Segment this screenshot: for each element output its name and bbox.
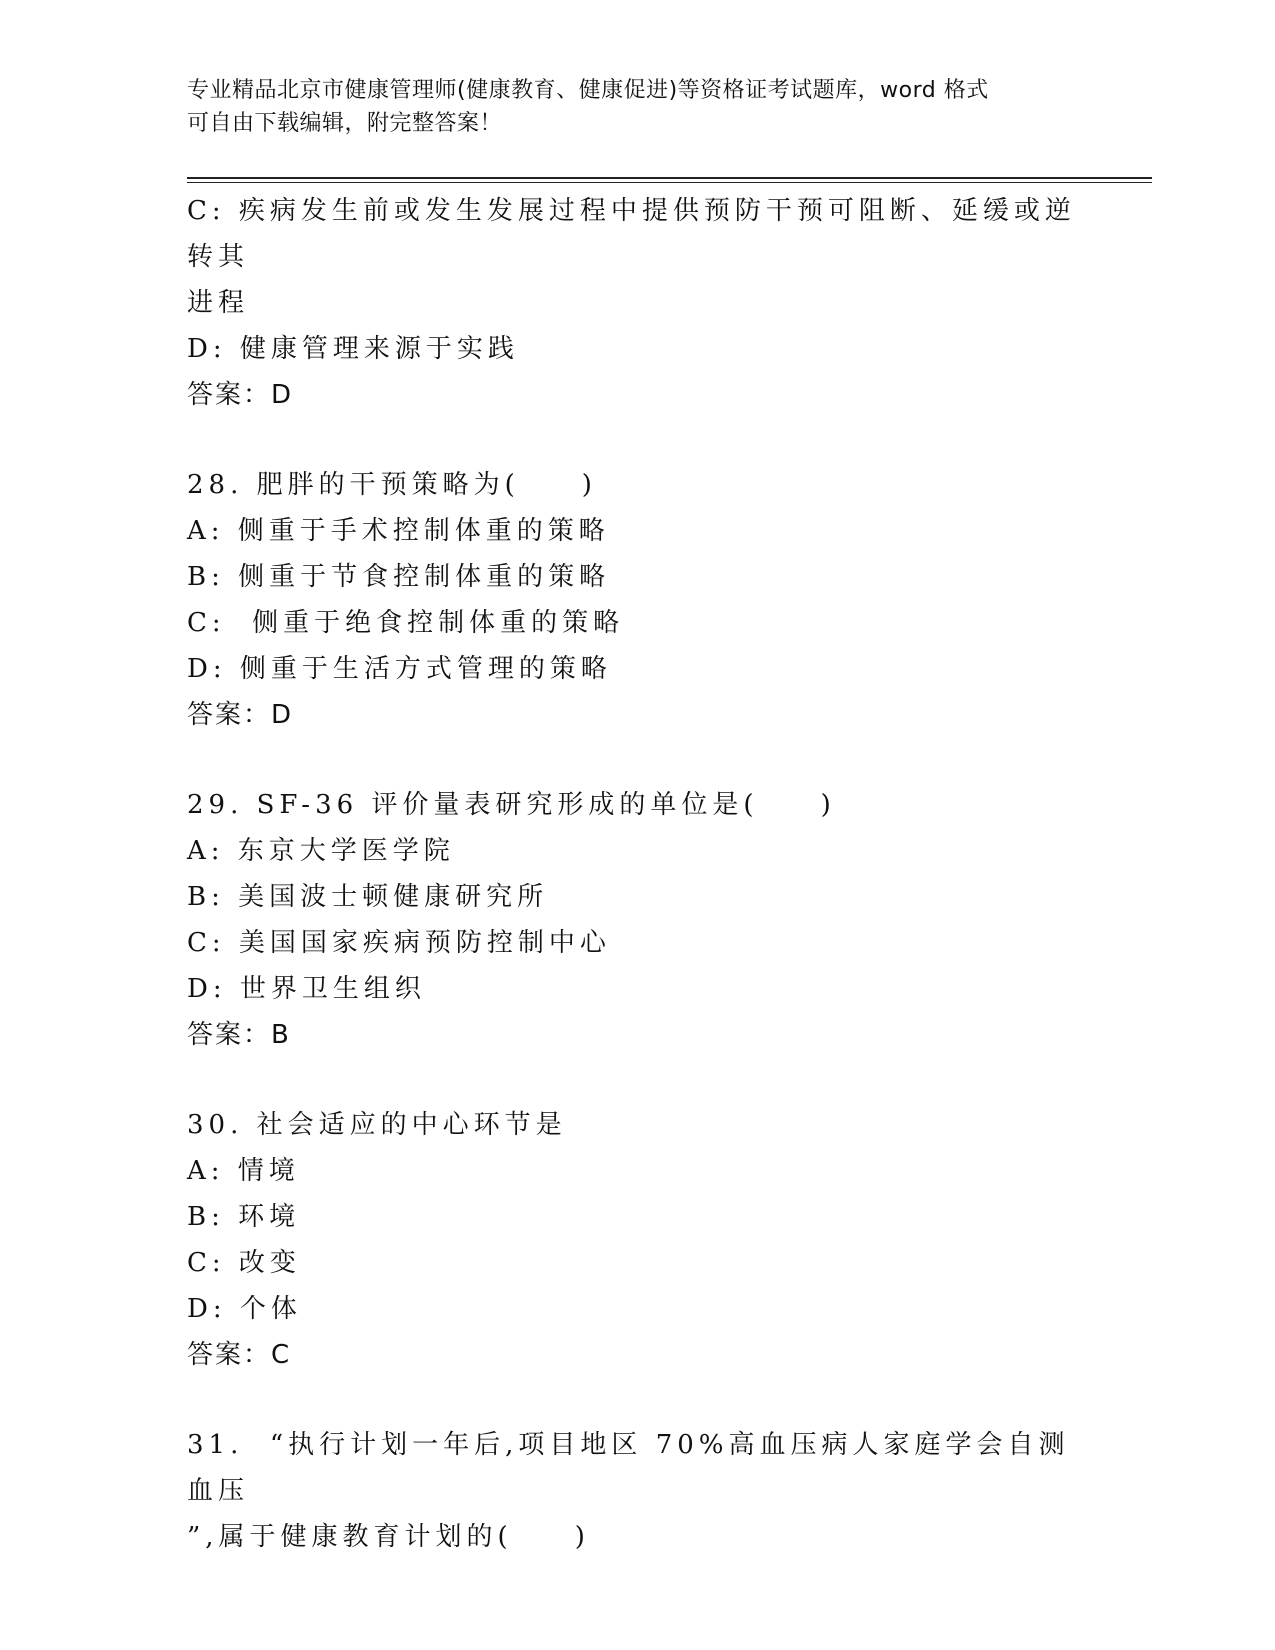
option-c: C: 美国国家疾病预防控制中心 — [187, 928, 611, 958]
option-a: A: 侧重于手术控制体重的策略 — [187, 516, 610, 546]
question-stem: 31. “执行计划一年后,项目地区 70%高血压病人家庭学会自测血压 — [187, 1430, 1070, 1506]
option-d: D: 世界卫生组织 — [187, 974, 426, 1004]
option-c: C: 改变 — [187, 1248, 301, 1278]
option-a: A: 东京大学医学院 — [187, 836, 455, 866]
answer: 答案：B — [187, 1020, 291, 1050]
document-header — [187, 74, 1067, 140]
answer: 答案：D — [187, 700, 294, 730]
question-30 — [187, 1102, 1087, 1378]
option-d: D: 侧重于生活方式管理的策略 — [187, 654, 612, 684]
question-stem: 30. 社会适应的中心环节是 — [187, 1110, 567, 1140]
option-d: D: 健康管理来源于实践 — [187, 334, 519, 364]
answer: 答案：D — [187, 380, 294, 410]
option-b: B: 环境 — [187, 1202, 301, 1232]
option-a: A: 情境 — [187, 1156, 300, 1186]
question-stem: 29. SF-36 评价量表研究形成的单位是( ) — [187, 790, 836, 820]
header-line-2: 可自由下载编辑，附完整答案！ — [187, 111, 503, 136]
option-c-continued: 进程 — [187, 288, 250, 318]
header-divider-thin — [187, 182, 1152, 183]
option-d: D: 个体 — [187, 1294, 302, 1324]
question-31 — [187, 1422, 1087, 1560]
option-c: C: 侧重于绝食控制体重的策略 — [187, 608, 625, 638]
header-line-1: 专业精品北京市健康管理师(健康教育、健康促进)等资格证考试题库，word 格式 — [187, 78, 989, 103]
question-29 — [187, 782, 1087, 1058]
answer: 答案：C — [187, 1340, 292, 1370]
question-stem-continued: ”,属于健康教育计划的( ) — [187, 1522, 590, 1552]
header-divider-thick — [187, 177, 1152, 179]
option-b: B: 美国波士顿健康研究所 — [187, 882, 549, 912]
document-body — [187, 188, 1087, 1560]
question-28 — [187, 462, 1087, 738]
option-b: B: 侧重于节食控制体重的策略 — [187, 562, 611, 592]
question-stem: 28. 肥胖的干预策略为( ) — [187, 470, 597, 500]
option-c: C: 疾病发生前或发生发展过程中提供预防干预可阻断、延缓或逆转其 — [187, 196, 1076, 272]
question-27-tail — [187, 188, 1087, 418]
